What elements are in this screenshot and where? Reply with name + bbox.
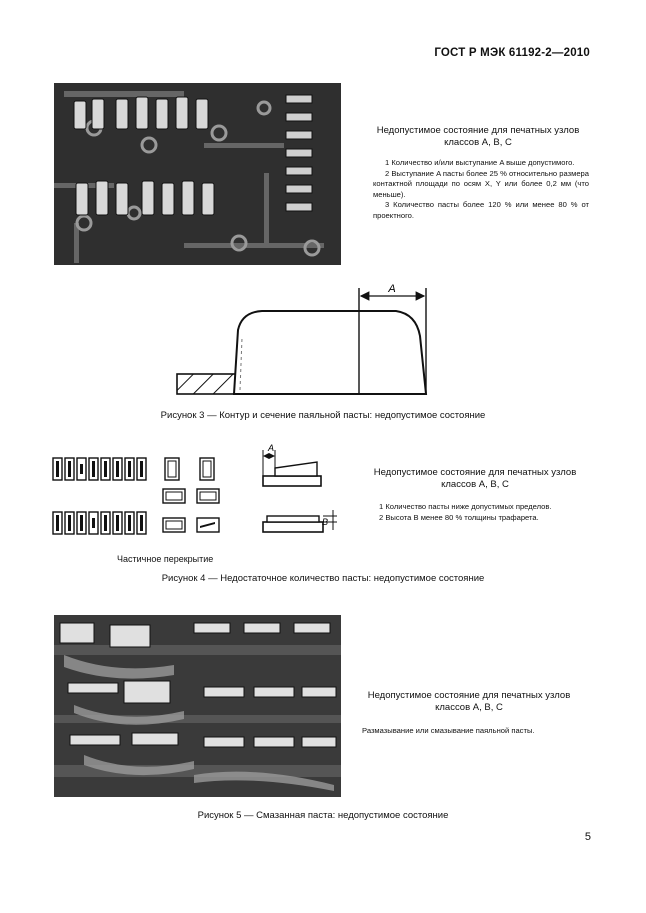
figure5-note: Размазывание или смазывание паяльной пасты. — [362, 726, 535, 735]
figure4-note-1: 1 Количество пасты ниже допустимых пределов. — [379, 502, 552, 511]
block1-note-1: 1 Количество и/или выступание A выше допустимого. — [385, 158, 575, 167]
figure5-caption: Рисунок 5 — Смазанная паста: недопустимое состояние — [197, 810, 449, 821]
block1-notes — [373, 158, 589, 222]
block1-note-3: 3 Количество пасты более 120 % или менее 80 % от проектного. — [373, 200, 589, 220]
partial-overlap-label: Частичное перекрытие — [117, 554, 214, 564]
document-id: ГОСТ Р МЭК 61192-2—2010 — [434, 47, 590, 59]
dim-label-b: B — [321, 517, 329, 527]
block1-title: Недопустимое состояние для печатных узлов классов А, В, С — [376, 125, 580, 148]
paste-profile — [234, 311, 426, 394]
pcb-photo-smeared-paste — [54, 615, 341, 797]
figure4-caption: Рисунок 4 — Недостаточное количество пасты: недопустимое состояние — [161, 573, 485, 584]
figure4-notes — [373, 502, 593, 523]
dim-label-a: A — [388, 283, 396, 295]
block1-note-2: 2 Выступание A пасты более 25 % относительно размера контактной площади по осям X, Y или более 0,2 мм (что меньше). — [373, 168, 589, 199]
figure4-title: Недопустимое состояние для печатных узлов классов А, В, С — [373, 467, 577, 490]
dim-label-a-fig4: A — [267, 443, 275, 453]
figure4-note-2: 2 Высота В менее 80 % толщины трафарета. — [379, 512, 539, 522]
paste-cross-section-diagram — [170, 278, 440, 402]
page-number: 5 — [584, 831, 591, 843]
insufficient-paste-pads — [50, 452, 225, 542]
pcb-photo-excess-paste — [54, 83, 341, 265]
insufficient-paste-section-diagram — [245, 440, 345, 540]
figure5-title: Недопустимое состояние для печатных узлов классов А, В, С — [367, 690, 571, 713]
figure3-caption: Рисунок 3 — Контур и сечение паяльной пасты: недопустимое состояние — [160, 410, 486, 421]
